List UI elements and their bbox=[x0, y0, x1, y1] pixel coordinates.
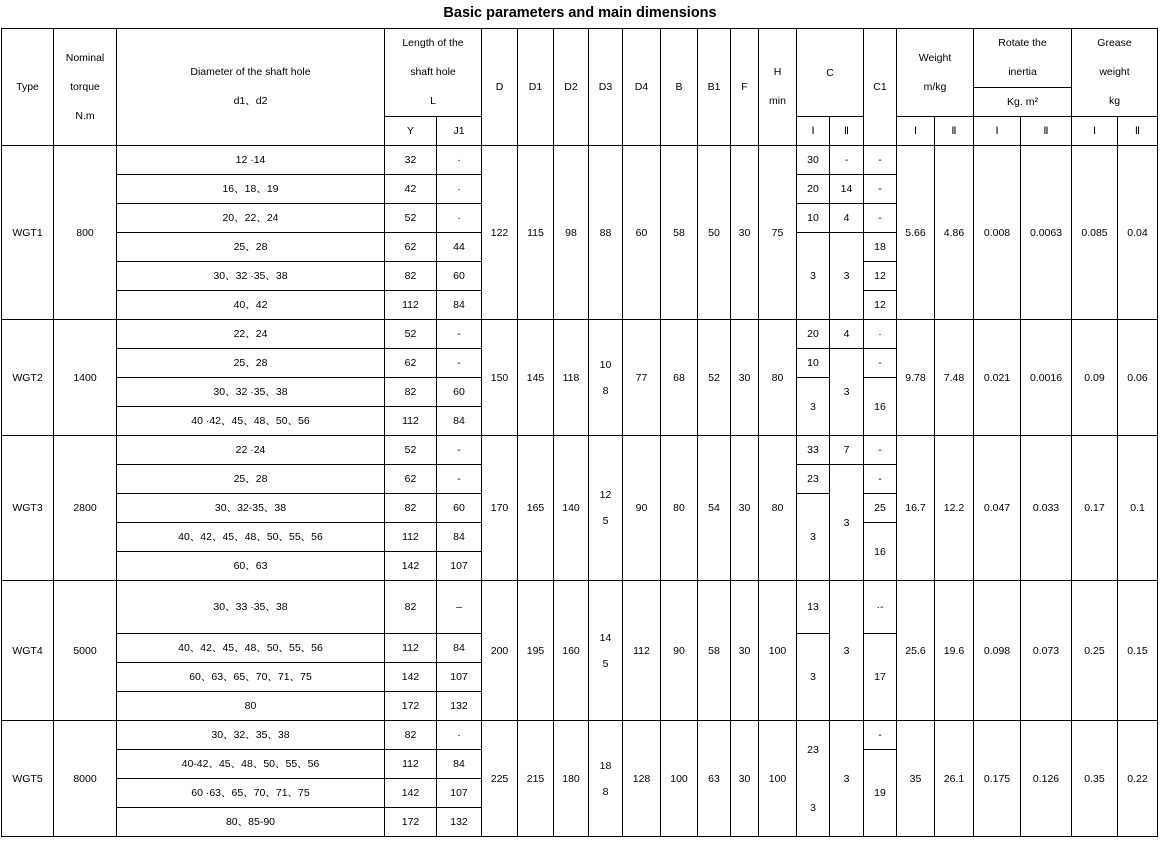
c-i-cell: 3 bbox=[797, 378, 830, 436]
length-j1-cell: 84 bbox=[437, 523, 482, 552]
header-length-j1: J1 bbox=[437, 117, 482, 146]
B-cell: 68 bbox=[661, 320, 698, 436]
length-y-cell: 142 bbox=[385, 663, 437, 692]
shaft-diameter-cell: 40 ·42、45、48、50、56 bbox=[117, 407, 385, 436]
D-cell: 200 bbox=[482, 581, 518, 721]
header-grease-l1: Grease bbox=[1097, 37, 1132, 49]
c-ii-cell: 4 bbox=[830, 204, 864, 233]
header-D2: D2 bbox=[554, 29, 589, 146]
F-cell: 30 bbox=[731, 320, 759, 436]
H-cell: 100 bbox=[759, 581, 797, 721]
length-y-cell: 52 bbox=[385, 204, 437, 233]
D3-cell-stack bbox=[589, 358, 622, 398]
table-title: Basic parameters and main dimensions bbox=[443, 5, 717, 21]
table-row bbox=[2, 581, 1158, 634]
grease-i-cell: 0.25 bbox=[1072, 581, 1118, 721]
c1-cell: 18 bbox=[864, 233, 897, 262]
c-i-cell: 3 bbox=[797, 494, 830, 581]
c1-cell: 17 bbox=[864, 634, 897, 721]
c1-cell: ·- bbox=[864, 581, 897, 634]
weight-ii-cell: 4.86 bbox=[935, 146, 974, 320]
shaft-diameter-cell: 30、32 ·35、38 bbox=[117, 378, 385, 407]
shaft-diameter-cell: 30、32-35、38 bbox=[117, 494, 385, 523]
length-y-cell: 112 bbox=[385, 634, 437, 663]
D2-cell: 140 bbox=[554, 436, 589, 581]
inertia-i-cell: 0.098 bbox=[974, 581, 1021, 721]
weight-i-cell: 5.66 bbox=[897, 146, 935, 320]
shaft-diameter-cell: 25、28 bbox=[117, 233, 385, 262]
header-weight bbox=[897, 29, 974, 117]
c1-cell: - bbox=[864, 204, 897, 233]
inertia-i-cell: 0.021 bbox=[974, 320, 1021, 436]
length-y-cell: 82 bbox=[385, 581, 437, 634]
header-weight-l2: m/kg bbox=[923, 80, 947, 93]
header-c-ii: Ⅱ bbox=[830, 117, 864, 146]
D4-cell: 60 bbox=[623, 146, 661, 320]
D1-cell: 215 bbox=[518, 721, 554, 837]
length-j1-cell: · bbox=[437, 146, 482, 175]
c-i-cell-stack bbox=[797, 743, 829, 815]
D3-cell-part: 5 bbox=[602, 515, 609, 527]
D3-cell bbox=[589, 721, 623, 837]
c-i-cell: 10 bbox=[797, 204, 830, 233]
B1-cell: 52 bbox=[698, 320, 731, 436]
length-j1-cell: · bbox=[437, 721, 482, 750]
F-cell: 30 bbox=[731, 721, 759, 837]
c-i-cell: 20 bbox=[797, 320, 830, 349]
shaft-diameter-cell: 60、63、65、70、71、75 bbox=[117, 663, 385, 692]
length-j1-cell: 132 bbox=[437, 808, 482, 837]
header-type: Type bbox=[2, 29, 54, 146]
length-j1-cell: 60 bbox=[437, 378, 482, 407]
grease-i-cell: 0.35 bbox=[1072, 721, 1118, 837]
header-diameter-l1: Diameter of the shaft hole bbox=[190, 66, 311, 78]
inertia-ii-cell: 0.073 bbox=[1021, 581, 1072, 721]
c-i-cell: 20 bbox=[797, 175, 830, 204]
length-j1-cell: · bbox=[437, 175, 482, 204]
weight-ii-cell: 7.48 bbox=[935, 320, 974, 436]
c1-cell: 12 bbox=[864, 291, 897, 320]
D3-cell-part: 88 bbox=[599, 226, 612, 239]
B-cell: 80 bbox=[661, 436, 698, 581]
D3-cell bbox=[589, 436, 623, 581]
length-j1-cell: 84 bbox=[437, 407, 482, 436]
header-B: B bbox=[661, 29, 698, 146]
header-F: F bbox=[731, 29, 759, 146]
shaft-diameter-cell: 80 bbox=[117, 692, 385, 721]
header-length-l3: L bbox=[430, 95, 436, 107]
length-y-cell: 32 bbox=[385, 146, 437, 175]
torque-cell: 1400 bbox=[54, 320, 117, 436]
D1-cell: 145 bbox=[518, 320, 554, 436]
c-ii-cell: 3 bbox=[830, 721, 864, 837]
grease-ii-cell: 0.1 bbox=[1118, 436, 1158, 581]
B-cell: 100 bbox=[661, 721, 698, 837]
header-length-l1: Length of the bbox=[402, 37, 464, 49]
length-j1-cell: 84 bbox=[437, 634, 482, 663]
D4-cell: 128 bbox=[623, 721, 661, 837]
shaft-diameter-cell: 60、63 bbox=[117, 552, 385, 581]
header-grease bbox=[1072, 29, 1158, 117]
inertia-ii-cell: 0.126 bbox=[1021, 721, 1072, 837]
table-row bbox=[2, 436, 1158, 465]
shaft-diameter-cell: 30、32、35、38 bbox=[117, 721, 385, 750]
shaft-diameter-cell: 30、32 ·35、38 bbox=[117, 262, 385, 291]
shaft-diameter-cell: 30、33 ·35、38 bbox=[117, 581, 385, 634]
length-y-cell: 172 bbox=[385, 692, 437, 721]
header-D3: D3 bbox=[589, 29, 623, 146]
type-cell: WGT5 bbox=[2, 721, 54, 837]
length-j1-cell: 107 bbox=[437, 779, 482, 808]
D4-cell: 90 bbox=[623, 436, 661, 581]
H-cell: 100 bbox=[759, 721, 797, 837]
header-B1: B1 bbox=[698, 29, 731, 146]
length-j1-cell: - bbox=[437, 465, 482, 494]
c-ii-cell: - bbox=[830, 146, 864, 175]
header-C1: C1 bbox=[864, 29, 897, 146]
shaft-diameter-cell: 60 ·63、65、70、71、75 bbox=[117, 779, 385, 808]
header-H bbox=[759, 29, 797, 146]
c-i-cell-part: 23 bbox=[807, 743, 819, 756]
c-ii-cell: 7 bbox=[830, 436, 864, 465]
shaft-diameter-cell: 22 ·24 bbox=[117, 436, 385, 465]
D4-cell: 112 bbox=[623, 581, 661, 721]
shaft-diameter-cell: 40、42 bbox=[117, 291, 385, 320]
weight-ii-cell: 12.2 bbox=[935, 436, 974, 581]
header-length-l2: shaft hole bbox=[410, 66, 456, 78]
c-i-cell: 3 bbox=[797, 634, 830, 721]
weight-i-cell: 9.78 bbox=[897, 320, 935, 436]
shaft-diameter-cell: 40、42、45、48、50、55、56 bbox=[117, 523, 385, 552]
inertia-ii-cell: 0.0016 bbox=[1021, 320, 1072, 436]
H-cell: 80 bbox=[759, 320, 797, 436]
D3-cell-stack bbox=[589, 226, 622, 240]
D3-cell-stack bbox=[589, 759, 622, 799]
type-cell: WGT3 bbox=[2, 436, 54, 581]
length-j1-cell: 84 bbox=[437, 291, 482, 320]
inertia-i-cell: 0.175 bbox=[974, 721, 1021, 837]
length-y-cell: 62 bbox=[385, 465, 437, 494]
F-cell: 30 bbox=[731, 146, 759, 320]
header-weight-l1: Weight bbox=[918, 51, 952, 64]
c-i-cell: 30 bbox=[797, 146, 830, 175]
length-y-cell: 112 bbox=[385, 750, 437, 779]
length-y-cell: 42 bbox=[385, 175, 437, 204]
length-j1-cell: 107 bbox=[437, 663, 482, 692]
header-inertia-l2: inertia bbox=[1008, 66, 1037, 78]
length-y-cell: 52 bbox=[385, 436, 437, 465]
c-i-cell: 13 bbox=[797, 581, 830, 634]
inertia-i-cell: 0.008 bbox=[974, 146, 1021, 320]
inertia-i-cell: 0.047 bbox=[974, 436, 1021, 581]
length-j1-cell: – bbox=[437, 581, 482, 634]
grease-i-cell: 0.09 bbox=[1072, 320, 1118, 436]
length-y-cell: 62 bbox=[385, 349, 437, 378]
D1-cell: 165 bbox=[518, 436, 554, 581]
shaft-diameter-cell: 40、42、45、48、50、55、56 bbox=[117, 634, 385, 663]
D-cell: 150 bbox=[482, 320, 518, 436]
table-row bbox=[2, 146, 1158, 175]
D3-cell-part: 12 bbox=[599, 489, 612, 501]
B1-cell: 50 bbox=[698, 146, 731, 320]
torque-cell: 2800 bbox=[54, 436, 117, 581]
D3-cell bbox=[589, 320, 623, 436]
D3-cell-stack bbox=[589, 631, 622, 671]
table-row bbox=[2, 721, 1158, 750]
c-ii-cell: 3 bbox=[830, 465, 864, 581]
parameters-table bbox=[1, 28, 1158, 837]
type-cell: WGT2 bbox=[2, 320, 54, 436]
torque-cell: 800 bbox=[54, 146, 117, 320]
length-j1-cell: 107 bbox=[437, 552, 482, 581]
D2-cell: 160 bbox=[554, 581, 589, 721]
header-inertia-l1: Rotate the bbox=[998, 37, 1047, 49]
weight-i-cell: 25.6 bbox=[897, 581, 935, 721]
header-grease-l2: weight bbox=[1099, 66, 1130, 78]
length-y-cell: 142 bbox=[385, 779, 437, 808]
header-c-i: Ⅰ bbox=[797, 117, 830, 146]
length-j1-cell: - bbox=[437, 436, 482, 465]
type-cell: WGT4 bbox=[2, 581, 54, 721]
length-y-cell: 82 bbox=[385, 721, 437, 750]
length-j1-cell: 60 bbox=[437, 494, 482, 523]
D2-cell: 118 bbox=[554, 320, 589, 436]
length-j1-cell: · bbox=[437, 204, 482, 233]
shaft-diameter-cell: 40-42、45、48、50、55、56 bbox=[117, 750, 385, 779]
header-weight-ii: Ⅱ bbox=[935, 117, 974, 146]
shaft-diameter-cell: 25、28 bbox=[117, 465, 385, 494]
header-diameter bbox=[117, 29, 385, 146]
inertia-ii-cell: 0.033 bbox=[1021, 436, 1072, 581]
length-y-cell: 172 bbox=[385, 808, 437, 837]
D3-cell-part: 5 bbox=[602, 657, 609, 670]
table-row bbox=[2, 320, 1158, 349]
header-inertia-i: Ⅰ bbox=[974, 117, 1021, 146]
shaft-diameter-cell: 12 ·14 bbox=[117, 146, 385, 175]
F-cell: 30 bbox=[731, 581, 759, 721]
c-i-cell bbox=[797, 721, 830, 837]
D-cell: 170 bbox=[482, 436, 518, 581]
length-y-cell: 112 bbox=[385, 523, 437, 552]
header-D: D bbox=[482, 29, 518, 146]
c1-cell: - bbox=[864, 721, 897, 750]
c-i-cell: 23 bbox=[797, 465, 830, 494]
B1-cell: 63 bbox=[698, 721, 731, 837]
c1-cell: - bbox=[864, 146, 897, 175]
c1-cell: · bbox=[864, 320, 897, 349]
B1-cell: 54 bbox=[698, 436, 731, 581]
D4-cell: 77 bbox=[623, 320, 661, 436]
c1-cell: 16 bbox=[864, 523, 897, 581]
header-grease-l3: kg bbox=[1108, 95, 1121, 107]
D3-cell bbox=[589, 581, 623, 721]
D3-cell-part: 18 bbox=[599, 759, 612, 772]
length-y-cell: 62 bbox=[385, 233, 437, 262]
c1-cell: 16 bbox=[864, 378, 897, 436]
header-grease-i: Ⅰ bbox=[1072, 117, 1118, 146]
length-j1-cell: 44 bbox=[437, 233, 482, 262]
D3-cell bbox=[589, 146, 623, 320]
length-y-cell: 82 bbox=[385, 494, 437, 523]
c1-cell: - bbox=[864, 465, 897, 494]
length-j1-cell: - bbox=[437, 349, 482, 378]
header-diameter-l2: d1、d2 bbox=[233, 95, 268, 107]
c1-cell: 19 bbox=[864, 750, 897, 837]
c-ii-cell: 3 bbox=[830, 581, 864, 721]
torque-cell: 5000 bbox=[54, 581, 117, 721]
header-inertia-unit: Kg. m² bbox=[974, 88, 1072, 117]
header-torque-l2: torque bbox=[70, 80, 100, 93]
D1-cell: 115 bbox=[518, 146, 554, 320]
header-torque bbox=[54, 29, 117, 146]
B1-cell: 58 bbox=[698, 581, 731, 721]
D2-cell: 98 bbox=[554, 146, 589, 320]
grease-ii-cell: 0.22 bbox=[1118, 721, 1158, 837]
H-cell: 75 bbox=[759, 146, 797, 320]
header-length bbox=[385, 29, 482, 117]
header-grease-ii: Ⅱ bbox=[1118, 117, 1158, 146]
shaft-diameter-cell: 16、18、19 bbox=[117, 175, 385, 204]
c-i-cell: 33 bbox=[797, 436, 830, 465]
D3-cell-stack bbox=[589, 488, 622, 528]
type-cell: WGT1 bbox=[2, 146, 54, 320]
length-j1-cell: - bbox=[437, 320, 482, 349]
B-cell: 58 bbox=[661, 146, 698, 320]
header-inertia-ii: Ⅱ bbox=[1021, 117, 1072, 146]
header-inertia bbox=[974, 29, 1072, 88]
D-cell: 122 bbox=[482, 146, 518, 320]
length-j1-cell: 132 bbox=[437, 692, 482, 721]
weight-i-cell: 16.7 bbox=[897, 436, 935, 581]
grease-i-cell: 0.17 bbox=[1072, 436, 1118, 581]
grease-ii-cell: 0.15 bbox=[1118, 581, 1158, 721]
header-H-l2: min bbox=[769, 95, 786, 107]
D3-cell-part: 8 bbox=[602, 384, 609, 397]
weight-ii-cell: 26.1 bbox=[935, 721, 974, 837]
header-D4: D4 bbox=[623, 29, 661, 146]
weight-i-cell: 35 bbox=[897, 721, 935, 837]
header-D1: D1 bbox=[518, 29, 554, 146]
c1-cell: - bbox=[864, 436, 897, 465]
c-ii-cell: 4 bbox=[830, 320, 864, 349]
D3-cell-part: 8 bbox=[602, 785, 609, 798]
c1-cell: - bbox=[864, 349, 897, 378]
D-cell: 225 bbox=[482, 721, 518, 837]
length-y-cell: 142 bbox=[385, 552, 437, 581]
length-y-cell: 112 bbox=[385, 407, 437, 436]
header-torque-l3: N.m bbox=[75, 109, 95, 122]
length-y-cell: 82 bbox=[385, 378, 437, 407]
grease-i-cell: 0.085 bbox=[1072, 146, 1118, 320]
length-j1-cell: 84 bbox=[437, 750, 482, 779]
header-C: C bbox=[797, 29, 864, 117]
c-ii-cell: 14 bbox=[830, 175, 864, 204]
grease-ii-cell: 0.06 bbox=[1118, 320, 1158, 436]
D3-cell-part: 10 bbox=[599, 358, 612, 371]
shaft-diameter-cell: 25、28 bbox=[117, 349, 385, 378]
F-cell: 30 bbox=[731, 436, 759, 581]
c-i-cell-part: 3 bbox=[810, 801, 816, 814]
D3-cell-part: 14 bbox=[599, 631, 612, 644]
c1-cell: 25 bbox=[864, 494, 897, 523]
shaft-diameter-cell: 22、24 bbox=[117, 320, 385, 349]
grease-ii-cell: 0.04 bbox=[1118, 146, 1158, 320]
D2-cell: 180 bbox=[554, 721, 589, 837]
weight-ii-cell: 19.6 bbox=[935, 581, 974, 721]
length-y-cell: 112 bbox=[385, 291, 437, 320]
D1-cell: 195 bbox=[518, 581, 554, 721]
B-cell: 90 bbox=[661, 581, 698, 721]
c-ii-cell: 3 bbox=[830, 349, 864, 436]
length-y-cell: 82 bbox=[385, 262, 437, 291]
c1-cell: - bbox=[864, 175, 897, 204]
c-ii-cell: 3 bbox=[830, 233, 864, 320]
torque-cell: 8000 bbox=[54, 721, 117, 837]
c1-cell: 12 bbox=[864, 262, 897, 291]
H-cell: 80 bbox=[759, 436, 797, 581]
shaft-diameter-cell: 80、85-90 bbox=[117, 808, 385, 837]
header-torque-l1: Nominal bbox=[65, 51, 105, 64]
header-H-l1: H bbox=[773, 66, 782, 78]
shaft-diameter-cell: 20、22、24 bbox=[117, 204, 385, 233]
c-i-cell: 10 bbox=[797, 349, 830, 378]
header-length-y: Y bbox=[385, 117, 437, 146]
length-j1-cell: 60 bbox=[437, 262, 482, 291]
header-weight-i: Ⅰ bbox=[897, 117, 935, 146]
inertia-ii-cell: 0.0063 bbox=[1021, 146, 1072, 320]
c-i-cell: 3 bbox=[797, 233, 830, 320]
length-y-cell: 52 bbox=[385, 320, 437, 349]
